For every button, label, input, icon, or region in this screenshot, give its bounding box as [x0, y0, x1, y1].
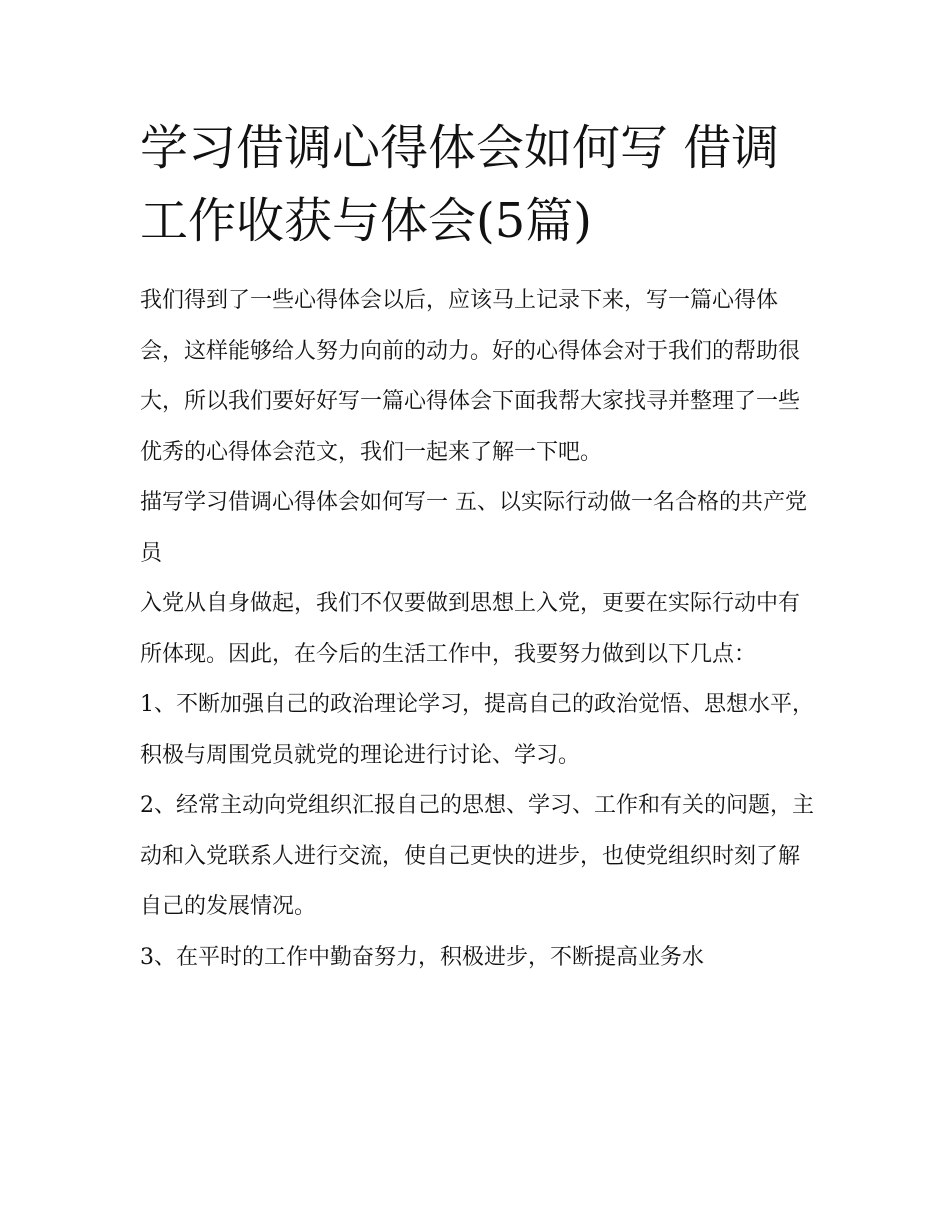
section-heading: 描写学习借调心得体会如何写一 五、以实际行动做一名合格的共产党员 — [140, 490, 807, 566]
document-page — [140, 112, 820, 983]
intro-paragraph: 我们得到了一些心得体会以后，应该马上记录下来，写一篇心得体会，这样能够给人努力向前的动力。好的心得体会对于我们的帮助很大，所以我们要好好写一篇心得体会下面我帮大家找寻并整理了一些优秀的心得体会范文，我们一起来了解一下吧。 — [140, 288, 801, 465]
document-title: 学习借调心得体会如何写 借调工作收获与体会(5篇) — [140, 120, 780, 249]
body-paragraph: 入党从自身做起，我们不仅要做到思想上入党，更要在实际行动中有所体现。因此，在今后的生活工作中，我要努力做到以下几点： — [140, 591, 801, 667]
list-item-2: 2、经常主动向党组织汇报自己的思想、学习、工作和有关的问题，主动和入党联系人进行交流，使自己更快的进步，也使党组织时刻了解自己的发展情况。 — [140, 793, 814, 919]
list-item-1: 1、不断加强自己的政治理论学习，提高自己的政治觉悟、思想水平，积极与周围党员就党的理论进行讨论、学习。 — [140, 692, 814, 768]
list-item-3: 3、在平时的工作中勤奋努力，积极进步，不断提高业务水 — [140, 944, 704, 970]
